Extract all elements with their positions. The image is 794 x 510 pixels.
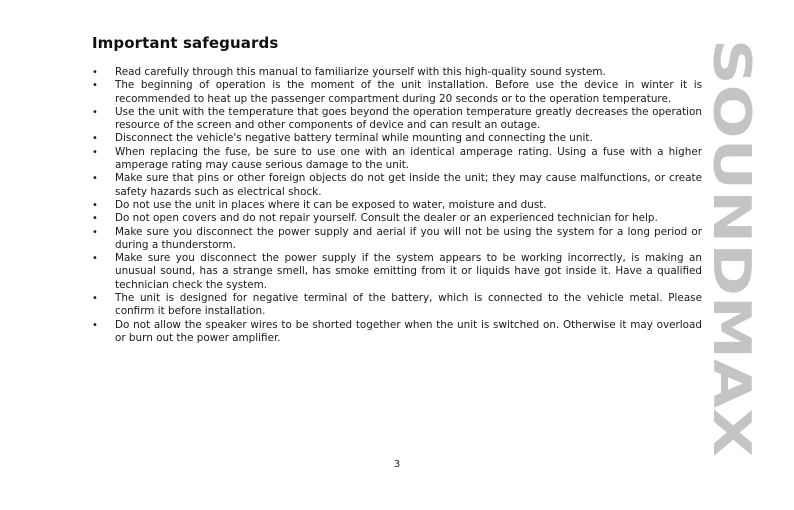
bullet: • [92,106,98,118]
list-item-text: When replacing the fuse, be sure to use one with an identical amperage rating. Using a fuse with a higher amperage rating may cause serious damage to the unit. [115,145,702,172]
list-item [92,172,702,199]
list-item-text: Make sure that pins or other foreign objects do not get inside the unit; they may cause malfunctions, or create safety hazards such as electrical shock. [115,172,702,198]
list-item-text: Use the unit with the temperature that goes beyond the operation temperature greatly decreases the operation resource of the screen and other components of device and can result an outage. [115,105,702,132]
list-item-text: Do not use the unit in places where it can be exposed to water, moisture and dust. [115,198,547,211]
list-item [92,292,702,319]
bullet: • [92,173,98,185]
bullet: • [92,253,98,265]
page-title: Important safeguards [92,34,279,52]
bullet: • [92,80,98,92]
list-item-text: Disconnect the vehicle's negative battery terminal while mounting and connecting the unit. [115,132,593,145]
bullet: • [92,319,98,331]
list-item [92,199,702,212]
list-item-text: The beginning of operation is the moment of the unit installation. Before use the device in winter it is recommended to heat up the passenger compartment during 20 seconds or to the operation temperature. [115,79,702,105]
bullet: • [92,133,98,145]
list-item [92,106,702,133]
list-item-text: Read carefully through this manual to familiarize yourself with this high-quality sound system. [115,66,606,78]
bullet: • [92,226,98,238]
list-item-text: Make sure you disconnect the power supply and aerial if you will not be using the system for a long period or during a thunderstorm. [115,225,702,251]
bullet: • [92,67,98,78]
list-item [92,66,702,79]
bullet: • [92,293,98,305]
list-item [92,79,702,106]
list-item-text: Do not allow the speaker wires to be shorted together when the unit is switched on. Otherwise it may overload or burn out the power amplifier. [115,318,702,344]
list-item [92,319,702,346]
list-item [92,146,702,173]
bullet: • [92,213,98,225]
list-item [92,212,702,225]
bullet: • [92,199,98,211]
list-item [92,132,702,145]
list-item [92,226,702,253]
list-item-text: Make sure you disconnect the power supply if the system appears to be working incorrectly, is making an unusual sound, has a strange smell, has smoke emitting from it or liquids have got inside it. Have a qualified technician check the system. [115,252,702,291]
list-item [92,252,702,292]
safeguards-list [92,66,702,345]
bullet: • [92,146,98,158]
list-item-text: The unit is designed for negative terminal of the battery, which is connected to the vehicle metal. Please confirm it before installation. [115,292,702,318]
brand-logo-text: SOUNDMAX [701,39,761,382]
page-number: 3 [393,459,401,470]
list-item-text: Do not open covers and do not repair yourself. Consult the dealer or an experienced technician for help. [115,212,658,225]
brand-logo [701,38,761,458]
